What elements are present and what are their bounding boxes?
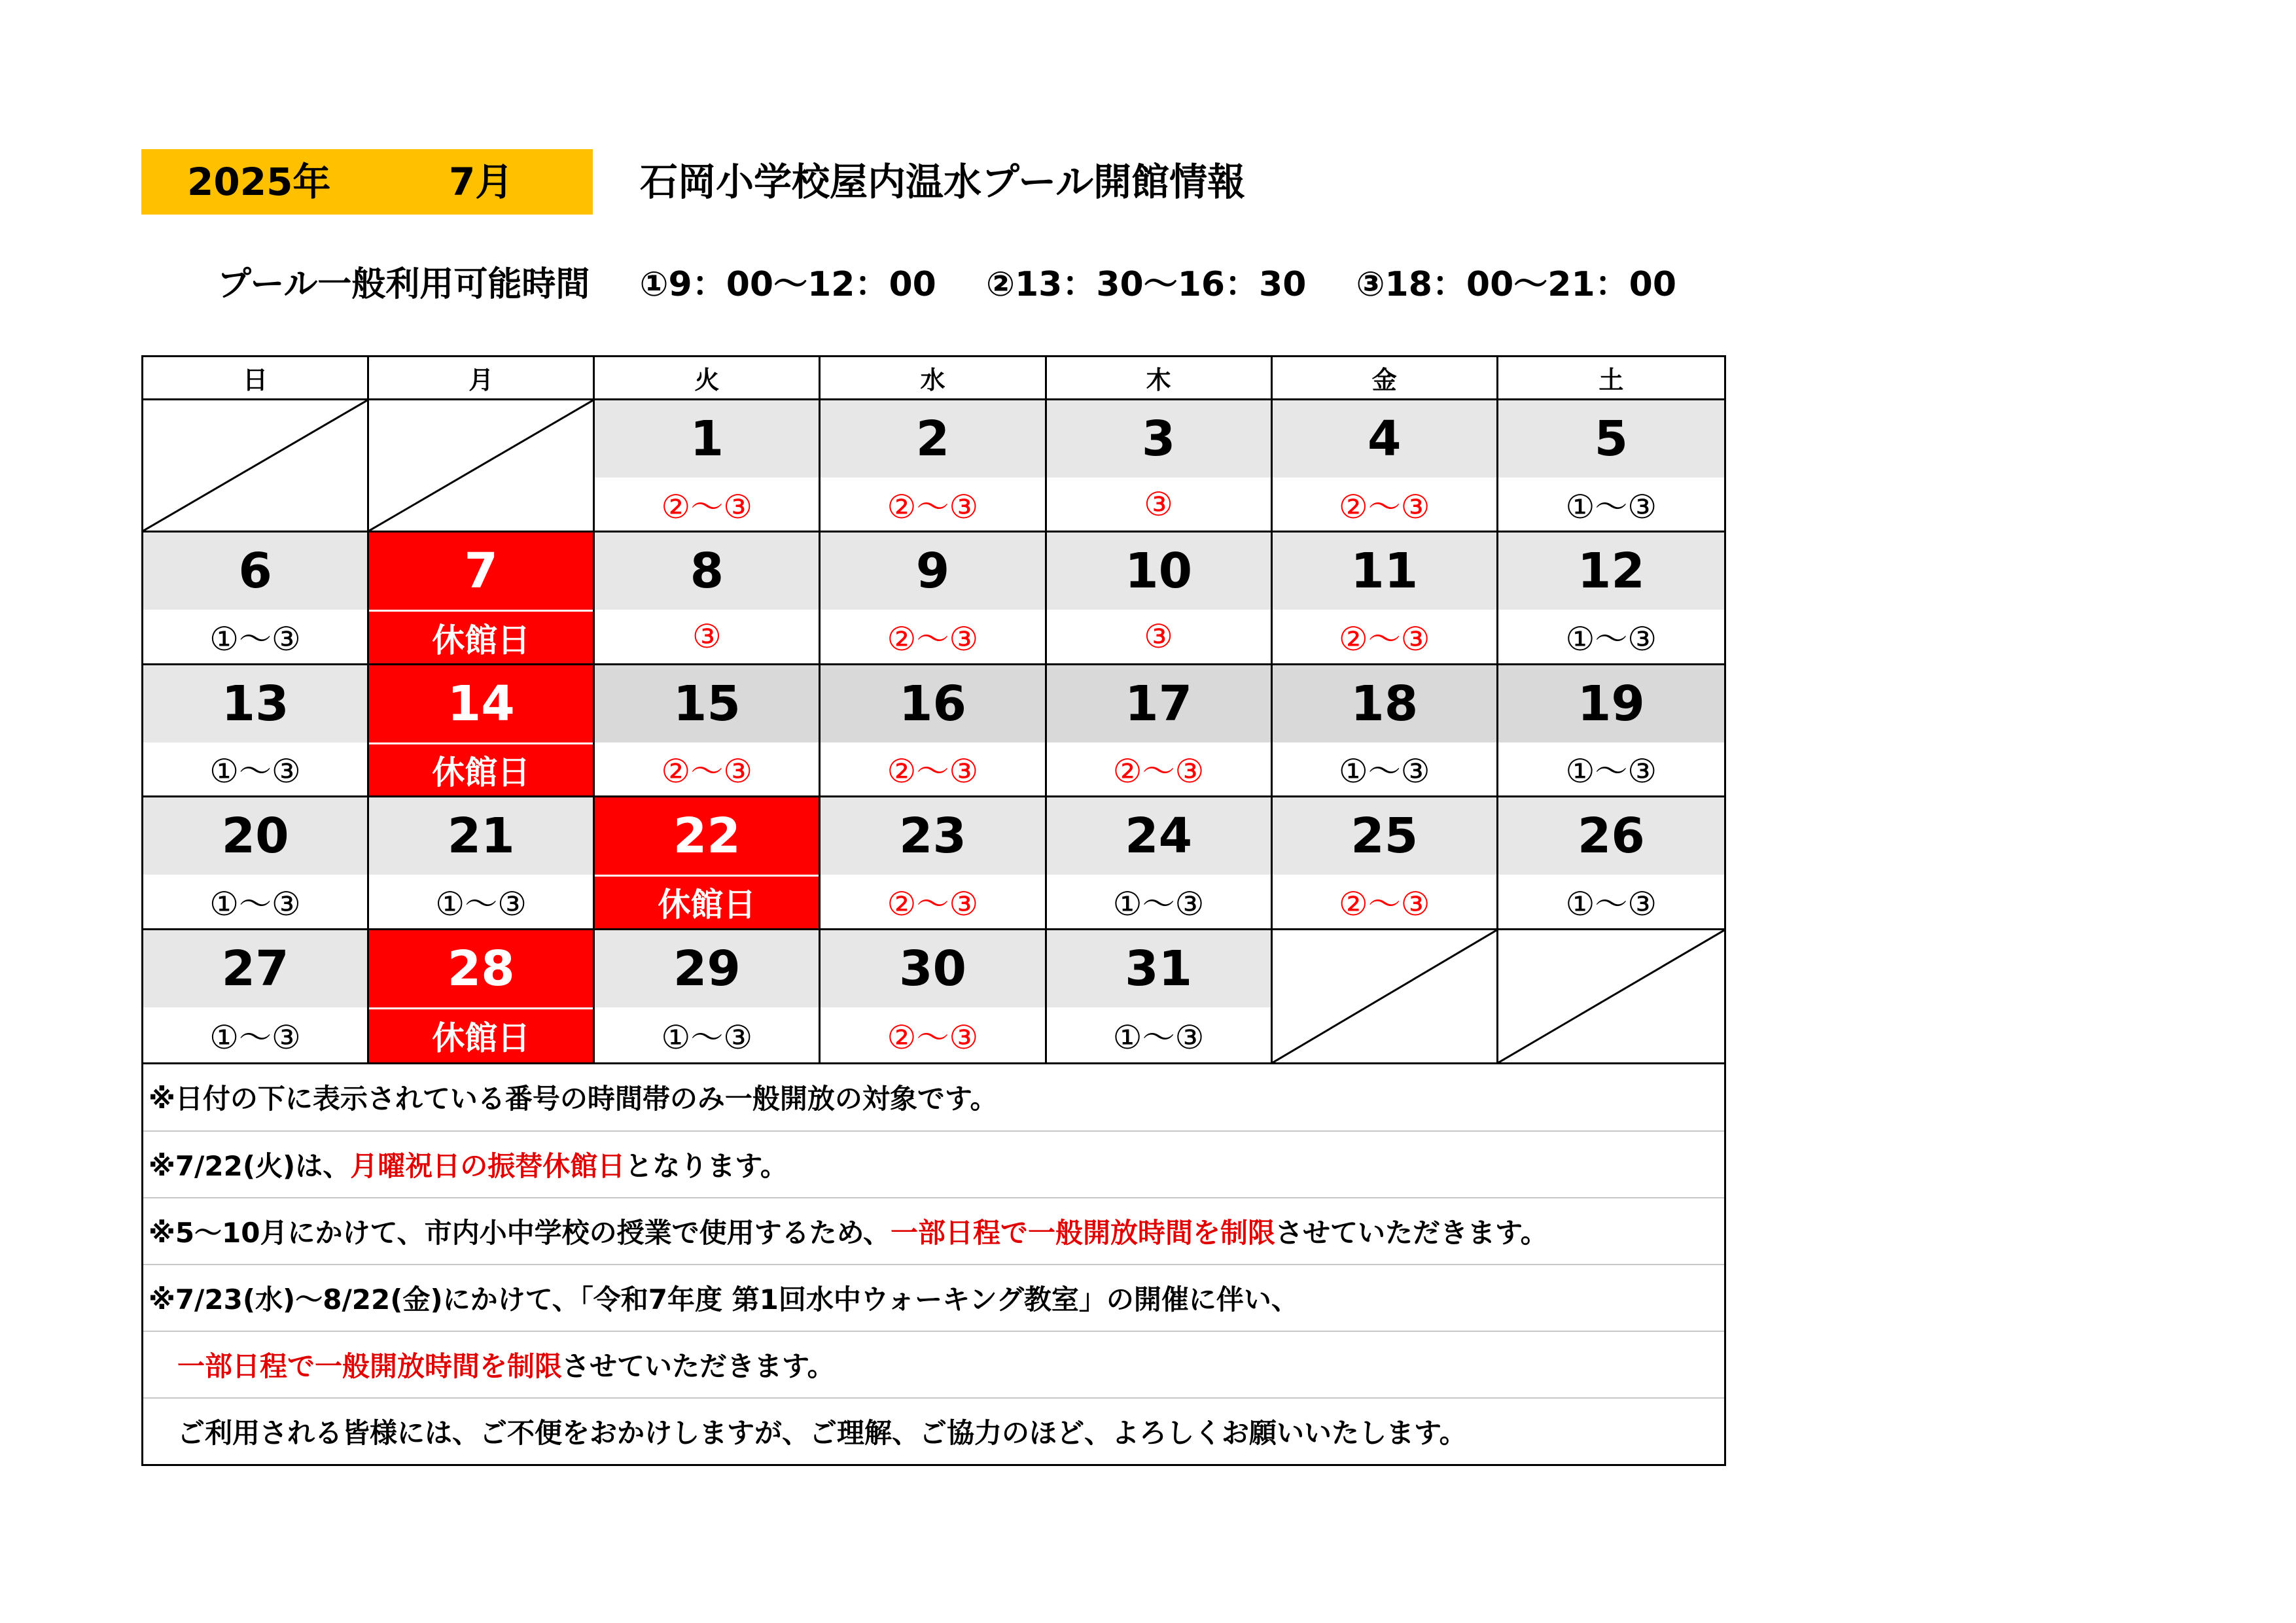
diagonal-slash <box>1273 930 1496 1062</box>
day-cell <box>1498 665 1724 797</box>
day-number: 14 <box>369 665 593 742</box>
open-slots: ③ <box>1047 478 1271 531</box>
open-slots: ①～③ <box>143 742 367 795</box>
day-number: 10 <box>1047 532 1271 610</box>
note-line <box>143 1264 1724 1331</box>
day-number: 23 <box>821 797 1044 875</box>
hours-slot-1: ①9：00～12：00 <box>639 265 936 304</box>
calendar-grid <box>141 355 1726 1064</box>
open-slots: ②～③ <box>1047 742 1271 795</box>
note-text: させていただきます。 <box>562 1350 835 1382</box>
day-cell <box>1273 400 1498 532</box>
day-cell <box>821 400 1046 532</box>
day-number: 3 <box>1047 400 1271 478</box>
open-slots: ②～③ <box>1273 610 1496 663</box>
note-text: ご利用される皆様には、ご不便をおかけしますが、ご理解、ご協力のほど、よろしくお願いいたします。 <box>177 1417 1467 1449</box>
day-cell <box>595 532 821 665</box>
day-number: 30 <box>821 930 1044 1007</box>
day-cell-closed <box>369 665 595 797</box>
day-number: 27 <box>143 930 367 1007</box>
open-slots: ①～③ <box>1498 875 1724 928</box>
weekday-sat: 土 <box>1498 357 1724 400</box>
open-slots: ②～③ <box>821 875 1044 928</box>
open-slots: ②～③ <box>595 478 819 531</box>
day-number: 13 <box>143 665 367 742</box>
day-number: 15 <box>595 665 819 742</box>
day-number: 4 <box>1273 400 1496 478</box>
empty-day-cell <box>369 400 595 532</box>
open-slots: ①～③ <box>1047 1007 1271 1062</box>
day-number: 24 <box>1047 797 1271 875</box>
month-label: 7月 <box>449 160 514 204</box>
day-cell <box>369 797 595 930</box>
open-slots: ①～③ <box>1498 742 1724 795</box>
hours-label: プール一般利用可能時間 <box>217 265 590 304</box>
day-number: 6 <box>143 532 367 610</box>
open-slots: ②～③ <box>821 1007 1044 1062</box>
day-cell <box>1498 400 1724 532</box>
day-number: 11 <box>1273 532 1496 610</box>
diagonal-slash <box>369 400 593 531</box>
day-number: 25 <box>1273 797 1496 875</box>
open-slots: ③ <box>595 610 819 663</box>
day-number: 28 <box>369 930 593 1007</box>
day-cell <box>1047 797 1273 930</box>
empty-day-cell <box>143 400 369 532</box>
month-header <box>141 149 593 215</box>
open-slots: ①～③ <box>143 610 367 663</box>
day-cell <box>1273 665 1498 797</box>
open-slots: ①～③ <box>1273 742 1496 795</box>
day-number: 22 <box>595 797 819 875</box>
day-number: 2 <box>821 400 1044 478</box>
closed-label: 休館日 <box>369 610 593 663</box>
hours-slot-2: ②13：30～16：30 <box>985 265 1307 304</box>
diagonal-slash <box>143 400 367 531</box>
note-text: ※7/23(水)～8/22(金)にかけて、「令和7年度 第1回水中ウォーキング教室」の開催に伴い、 <box>149 1283 1299 1316</box>
open-slots: ①～③ <box>369 875 593 928</box>
day-number: 31 <box>1047 930 1271 1007</box>
day-cell <box>1273 532 1498 665</box>
open-slots: ②～③ <box>595 742 819 795</box>
note-highlight: 一部日程で一般開放時間を制限 <box>177 1350 563 1382</box>
note-line <box>143 1331 1724 1397</box>
note-text: ※7/22(火)は、 <box>149 1150 351 1182</box>
day-cell-closed <box>595 797 821 930</box>
day-number: 19 <box>1498 665 1724 742</box>
day-cell <box>143 930 369 1062</box>
day-number: 7 <box>369 532 593 610</box>
note-highlight: 一部日程で一般開放時間を制限 <box>890 1217 1275 1249</box>
weekday-wed: 水 <box>821 357 1046 400</box>
open-slots: ①～③ <box>143 1007 367 1062</box>
day-number: 16 <box>821 665 1044 742</box>
day-number: 29 <box>595 930 819 1007</box>
day-cell <box>1498 797 1724 930</box>
day-cell <box>1273 797 1498 930</box>
open-slots: ①～③ <box>595 1007 819 1062</box>
day-cell <box>821 532 1046 665</box>
day-number: 5 <box>1498 400 1724 478</box>
weekday-thu: 木 <box>1047 357 1273 400</box>
note-line <box>143 1064 1724 1130</box>
day-number: 26 <box>1498 797 1724 875</box>
day-cell <box>595 930 821 1062</box>
open-slots: ②～③ <box>821 610 1044 663</box>
closed-label: 休館日 <box>369 1007 593 1062</box>
open-slots: ①～③ <box>1498 610 1724 663</box>
open-slots: ②～③ <box>1273 478 1496 531</box>
day-cell <box>821 930 1046 1062</box>
year-label: 2025年 <box>187 160 331 204</box>
day-cell <box>143 665 369 797</box>
open-slots: ②～③ <box>1273 875 1496 928</box>
day-cell <box>1047 930 1273 1062</box>
day-number: 20 <box>143 797 367 875</box>
closed-label: 休館日 <box>369 742 593 795</box>
note-highlight: 月曜祝日の振替休館日 <box>350 1150 626 1182</box>
day-cell <box>595 400 821 532</box>
day-number: 21 <box>369 797 593 875</box>
day-cell <box>1047 665 1273 797</box>
day-cell <box>821 665 1046 797</box>
note-text: させていただきます。 <box>1275 1217 1548 1249</box>
weekday-tue: 火 <box>595 357 821 400</box>
closed-label: 休館日 <box>595 875 819 928</box>
day-number: 1 <box>595 400 819 478</box>
open-slots: ③ <box>1047 610 1271 663</box>
page-title: 石岡小学校屋内温水プール開館情報 <box>640 160 1246 204</box>
hours-line <box>217 255 1714 314</box>
empty-day-cell <box>1273 930 1498 1062</box>
day-cell-closed <box>369 930 595 1062</box>
day-number: 8 <box>595 532 819 610</box>
day-cell <box>1047 532 1273 665</box>
open-slots: ②～③ <box>821 478 1044 531</box>
note-line <box>143 1197 1724 1264</box>
day-number: 12 <box>1498 532 1724 610</box>
note-line <box>143 1130 1724 1197</box>
open-slots: ①～③ <box>1498 478 1724 531</box>
open-slots: ①～③ <box>1047 875 1271 928</box>
note-text: となります。 <box>625 1150 788 1182</box>
day-cell <box>143 532 369 665</box>
day-number: 9 <box>821 532 1044 610</box>
note-line <box>143 1397 1724 1464</box>
day-cell <box>595 665 821 797</box>
day-cell <box>1498 532 1724 665</box>
open-slots: ②～③ <box>821 742 1044 795</box>
notes-box <box>141 1064 1726 1466</box>
open-slots: ①～③ <box>143 875 367 928</box>
note-text: ※5～10月にかけて、市内小中学校の授業で使用するため、 <box>149 1217 891 1249</box>
diagonal-slash <box>1498 930 1724 1062</box>
weekday-mon: 月 <box>369 357 595 400</box>
day-cell <box>1047 400 1273 532</box>
weekday-fri: 金 <box>1273 357 1498 400</box>
weekday-sun: 日 <box>143 357 369 400</box>
empty-day-cell <box>1498 930 1724 1062</box>
note-text: ※日付の下に表示されている番号の時間帯のみ一般開放の対象です。 <box>149 1083 998 1115</box>
hours-slot-3: ③18：00～21：00 <box>1356 265 1677 304</box>
day-cell <box>821 797 1046 930</box>
day-cell-closed <box>369 532 595 665</box>
day-number: 17 <box>1047 665 1271 742</box>
day-number: 18 <box>1273 665 1496 742</box>
day-cell <box>143 797 369 930</box>
